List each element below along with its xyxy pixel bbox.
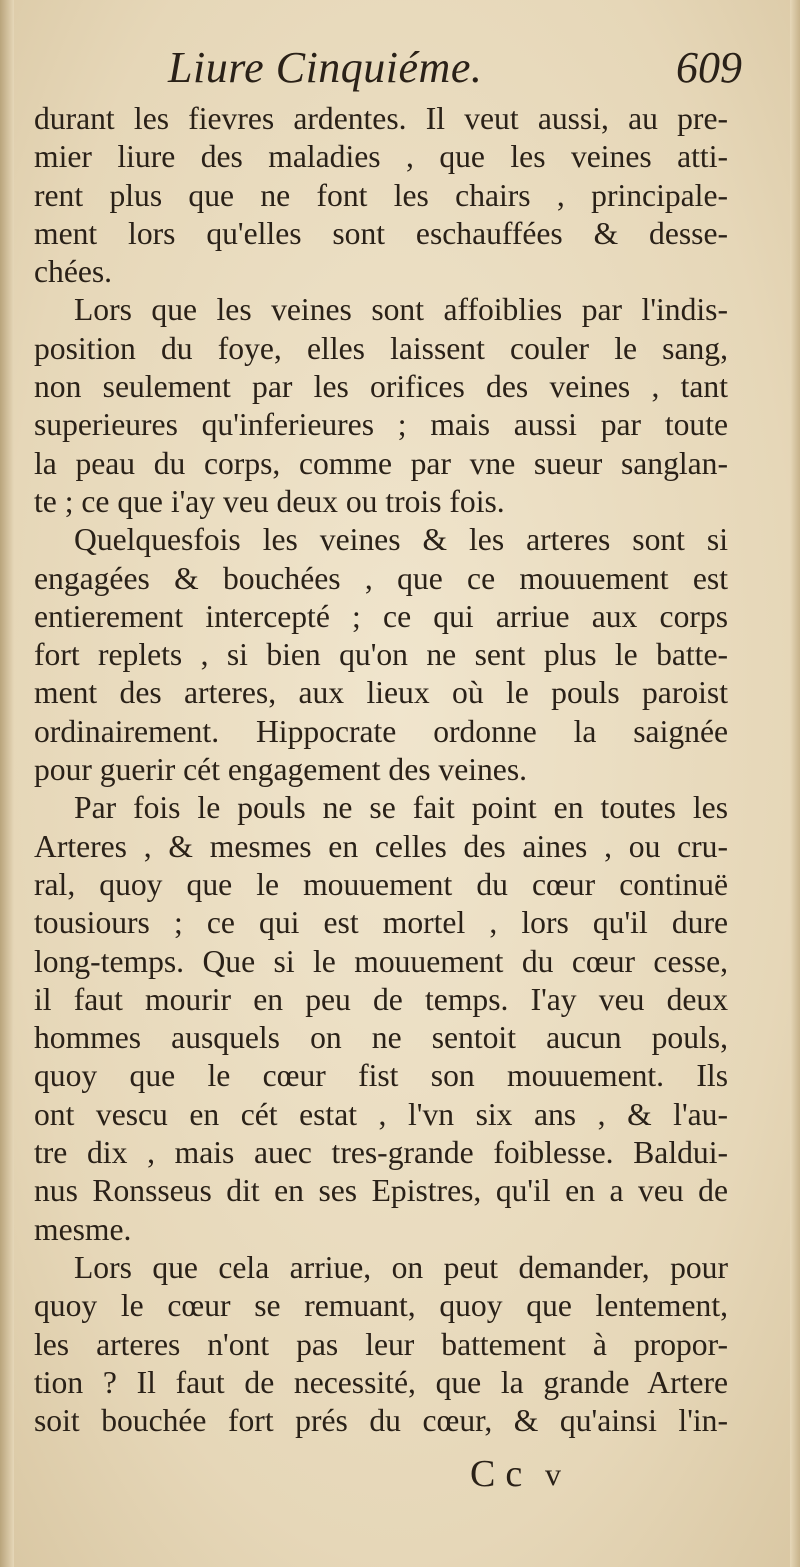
signature-mark: Cc (470, 1453, 533, 1495)
page-edge-left (0, 0, 14, 1567)
text-line: quoy le cœur se remuant, quoy que lentement, (34, 1288, 728, 1324)
page-edge-right (790, 0, 800, 1567)
text-line: ont vescu en cét estat , l'vn six ans , & l'au- (34, 1096, 728, 1132)
text-line: superieures qu'inferieures ; mais aussi par toute (34, 407, 728, 443)
text-line: tion ? Il faut de necessité, que la grande Artere (34, 1364, 728, 1400)
text-line: entierement intercepté ; ce qui arriue aux corps (34, 598, 728, 634)
text-line: long-temps. Que si le mouuement du cœur cesse, (34, 943, 728, 979)
text-line: Lors que cela arriue, on peut demander, pour (74, 1249, 728, 1285)
text-line: il faut mourir en peu de temps. I'ay veu deux (34, 981, 728, 1017)
text-line: chées. (34, 254, 113, 290)
page-number: 609 (676, 43, 742, 92)
text-line: ment lors qu'elles sont eschauffées & desse- (34, 215, 728, 251)
text-line: Par fois le pouls ne se fait point en toutes les (74, 790, 728, 826)
text-line: mier liure des maladies , que les veines atti- (34, 139, 728, 175)
text-line: ment des arteres, aux lieux où le pouls paroist (34, 675, 728, 711)
text-line: soit bouchée fort prés du cœur, & qu'ainsi l'in- (34, 1403, 728, 1439)
text-line: non seulement par les orifices des veines , tant (34, 369, 728, 405)
text-line: pour guerir cét engagement des veines. (34, 752, 528, 788)
text-line: Lors que les veines sont affoiblies par l'indis- (74, 292, 728, 328)
text-line: la peau du corps, comme par vne sueur sanglan- (34, 445, 728, 481)
text-line: mesme. (34, 1211, 132, 1247)
running-title: Liure Cinquiéme. (168, 43, 483, 92)
text-line: tousiours ; ce qui est mortel , lors qu'il dure (34, 905, 728, 941)
text-line: fort replets , si bien qu'on ne sent plus le batte- (34, 637, 728, 673)
catchword: v (545, 1456, 561, 1492)
page-footer (0, 1452, 800, 1502)
body-text (34, 100, 728, 1440)
text-line: te ; ce que i'ay veu deux ou trois fois. (34, 483, 505, 519)
text-line: Arteres , & mesmes en celles des aines , ou cru- (34, 828, 728, 864)
text-line: hommes ausquels on ne sentoit aucun pouls, (34, 1020, 728, 1056)
text-line: Quelquesfois les veines & les arteres sont si (74, 522, 728, 558)
text-line: durant les fievres ardentes. Il veut aussi, au pre- (34, 101, 728, 136)
text-line: ral, quoy que le mouuement du cœur continuë (34, 866, 728, 902)
text-line: les arteres n'ont pas leur battement à propor- (34, 1326, 728, 1362)
text-line: position du foye, elles laissent couler le sang, (34, 330, 728, 366)
text-line: ordinairement. Hippocrate ordonne la saignée (34, 713, 728, 749)
text-line: engagées & bouchées , que ce mouuement est (34, 560, 728, 596)
text-line: tre dix , mais auec tres-grande foiblesse. Baldui- (34, 1135, 728, 1171)
page-header (0, 42, 800, 102)
text-line: quoy que le cœur fist son mouuement. Ils (34, 1058, 728, 1094)
text-line: nus Ronsseus dit en ses Epistres, qu'il en a veu de (34, 1173, 728, 1209)
text-line: rent plus que ne font les chairs , principale- (34, 177, 728, 213)
